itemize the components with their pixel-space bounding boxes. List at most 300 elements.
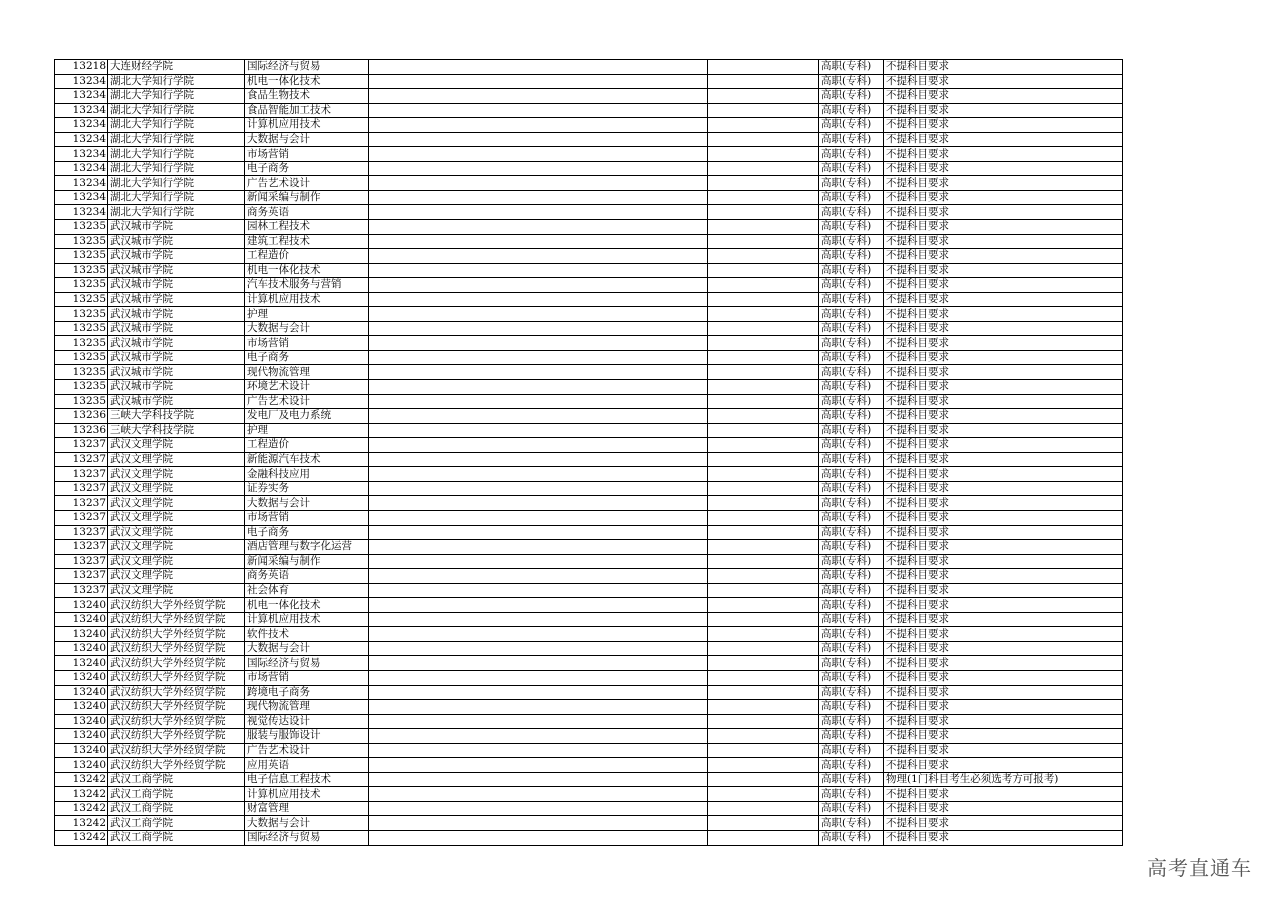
school-code-cell: 13242 — [55, 772, 108, 787]
subject-requirement-cell: 不提科目要求 — [884, 627, 1123, 642]
level-cell: 高职(专科) — [819, 292, 884, 307]
blank-cell — [708, 627, 819, 642]
blank-cell — [369, 307, 708, 322]
major-name-cell: 软件技术 — [245, 627, 369, 642]
major-name-cell: 护理 — [245, 423, 369, 438]
level-cell: 高职(专科) — [819, 190, 884, 205]
blank-cell — [369, 612, 708, 627]
table-row — [55, 627, 1123, 642]
blank-cell — [708, 190, 819, 205]
table-row — [55, 60, 1123, 75]
blank-cell — [369, 103, 708, 118]
level-cell: 高职(专科) — [819, 365, 884, 380]
blank-cell — [708, 350, 819, 365]
subject-requirement-cell: 不提科目要求 — [884, 89, 1123, 104]
school-code-cell: 13235 — [55, 234, 108, 249]
blank-cell — [369, 481, 708, 496]
level-cell: 高职(专科) — [819, 467, 884, 482]
table-row — [55, 147, 1123, 162]
blank-cell — [369, 656, 708, 671]
school-code-cell: 13234 — [55, 132, 108, 147]
school-name-cell: 武汉文理学院 — [108, 481, 245, 496]
school-code-cell: 13235 — [55, 365, 108, 380]
school-name-cell: 武汉工商学院 — [108, 787, 245, 802]
school-code-cell: 13235 — [55, 350, 108, 365]
blank-cell — [369, 816, 708, 831]
spreadsheet-page — [54, 59, 1122, 846]
subject-requirement-cell: 不提科目要求 — [884, 743, 1123, 758]
table-row — [55, 74, 1123, 89]
blank-cell — [708, 118, 819, 133]
blank-cell — [369, 830, 708, 845]
blank-cell — [369, 409, 708, 424]
school-name-cell: 武汉纺织大学外经贸学院 — [108, 641, 245, 656]
level-cell: 高职(专科) — [819, 452, 884, 467]
level-cell: 高职(专科) — [819, 118, 884, 133]
blank-cell — [369, 161, 708, 176]
major-name-cell: 大数据与会计 — [245, 321, 369, 336]
major-name-cell: 市场营销 — [245, 670, 369, 685]
blank-cell — [369, 641, 708, 656]
school-code-cell: 13237 — [55, 540, 108, 555]
level-cell: 高职(专科) — [819, 772, 884, 787]
major-name-cell: 市场营销 — [245, 510, 369, 525]
table-row — [55, 801, 1123, 816]
level-cell: 高职(专科) — [819, 656, 884, 671]
subject-requirement-cell: 不提科目要求 — [884, 74, 1123, 89]
school-name-cell: 武汉纺织大学外经贸学院 — [108, 729, 245, 744]
level-cell: 高职(专科) — [819, 321, 884, 336]
table-row — [55, 525, 1123, 540]
table-row — [55, 583, 1123, 598]
subject-requirement-cell: 不提科目要求 — [884, 510, 1123, 525]
major-name-cell: 护理 — [245, 307, 369, 322]
school-name-cell: 武汉工商学院 — [108, 816, 245, 831]
school-name-cell: 武汉纺织大学外经贸学院 — [108, 714, 245, 729]
blank-cell — [708, 641, 819, 656]
table-row — [55, 700, 1123, 715]
blank-cell — [708, 103, 819, 118]
major-name-cell: 食品生物技术 — [245, 89, 369, 104]
major-name-cell: 大数据与会计 — [245, 496, 369, 511]
level-cell: 高职(专科) — [819, 758, 884, 773]
level-cell: 高职(专科) — [819, 700, 884, 715]
major-name-cell: 国际经济与贸易 — [245, 656, 369, 671]
school-name-cell: 湖北大学知行学院 — [108, 161, 245, 176]
table-row — [55, 656, 1123, 671]
level-cell: 高职(专科) — [819, 132, 884, 147]
blank-cell — [369, 190, 708, 205]
school-name-cell: 湖北大学知行学院 — [108, 103, 245, 118]
school-name-cell: 武汉文理学院 — [108, 569, 245, 584]
blank-cell — [708, 176, 819, 191]
school-code-cell: 13234 — [55, 161, 108, 176]
blank-cell — [708, 481, 819, 496]
school-code-cell: 13240 — [55, 656, 108, 671]
school-code-cell: 13237 — [55, 554, 108, 569]
level-cell: 高职(专科) — [819, 205, 884, 220]
subject-requirement-cell: 不提科目要求 — [884, 685, 1123, 700]
table-row — [55, 292, 1123, 307]
major-name-cell: 广告艺术设计 — [245, 176, 369, 191]
blank-cell — [708, 423, 819, 438]
blank-cell — [369, 583, 708, 598]
blank-cell — [708, 132, 819, 147]
level-cell: 高职(专科) — [819, 263, 884, 278]
subject-requirement-cell: 不提科目要求 — [884, 612, 1123, 627]
level-cell: 高职(专科) — [819, 89, 884, 104]
school-name-cell: 武汉城市学院 — [108, 365, 245, 380]
major-name-cell: 国际经济与贸易 — [245, 830, 369, 845]
blank-cell — [369, 278, 708, 293]
major-name-cell: 社会体育 — [245, 583, 369, 598]
level-cell: 高职(专科) — [819, 496, 884, 511]
major-name-cell: 市场营销 — [245, 147, 369, 162]
subject-requirement-cell: 不提科目要求 — [884, 60, 1123, 75]
blank-cell — [708, 380, 819, 395]
table-row — [55, 758, 1123, 773]
school-name-cell: 三峡大学科技学院 — [108, 409, 245, 424]
level-cell: 高职(专科) — [819, 729, 884, 744]
blank-cell — [708, 700, 819, 715]
school-code-cell: 13218 — [55, 60, 108, 75]
school-code-cell: 13236 — [55, 423, 108, 438]
blank-cell — [369, 525, 708, 540]
school-name-cell: 武汉纺织大学外经贸学院 — [108, 700, 245, 715]
school-code-cell: 13237 — [55, 452, 108, 467]
subject-requirement-cell: 不提科目要求 — [884, 656, 1123, 671]
table-row — [55, 481, 1123, 496]
blank-cell — [708, 569, 819, 584]
blank-cell — [708, 278, 819, 293]
major-name-cell: 国际经济与贸易 — [245, 60, 369, 75]
school-code-cell: 13235 — [55, 292, 108, 307]
table-row — [55, 249, 1123, 264]
blank-cell — [708, 336, 819, 351]
school-name-cell: 大连财经学院 — [108, 60, 245, 75]
level-cell: 高职(专科) — [819, 423, 884, 438]
subject-requirement-cell: 不提科目要求 — [884, 583, 1123, 598]
subject-requirement-cell: 不提科目要求 — [884, 292, 1123, 307]
subject-requirement-cell: 不提科目要求 — [884, 670, 1123, 685]
subject-requirement-cell: 不提科目要求 — [884, 234, 1123, 249]
blank-cell — [369, 714, 708, 729]
level-cell: 高职(专科) — [819, 598, 884, 613]
school-name-cell: 武汉文理学院 — [108, 583, 245, 598]
table-row — [55, 89, 1123, 104]
blank-cell — [369, 758, 708, 773]
blank-cell — [708, 409, 819, 424]
subject-requirement-cell: 不提科目要求 — [884, 321, 1123, 336]
school-name-cell: 武汉纺织大学外经贸学院 — [108, 627, 245, 642]
blank-cell — [369, 510, 708, 525]
table-row — [55, 670, 1123, 685]
school-name-cell: 武汉文理学院 — [108, 525, 245, 540]
school-name-cell: 武汉文理学院 — [108, 554, 245, 569]
subject-requirement-cell: 不提科目要求 — [884, 103, 1123, 118]
table-row — [55, 234, 1123, 249]
major-name-cell: 市场营销 — [245, 336, 369, 351]
school-code-cell: 13234 — [55, 118, 108, 133]
school-name-cell: 武汉文理学院 — [108, 496, 245, 511]
subject-requirement-cell: 不提科目要求 — [884, 758, 1123, 773]
blank-cell — [369, 787, 708, 802]
level-cell: 高职(专科) — [819, 670, 884, 685]
table-row — [55, 510, 1123, 525]
subject-requirement-cell: 不提科目要求 — [884, 438, 1123, 453]
school-code-cell: 13242 — [55, 801, 108, 816]
school-name-cell: 武汉纺织大学外经贸学院 — [108, 670, 245, 685]
blank-cell — [708, 263, 819, 278]
major-name-cell: 电子商务 — [245, 350, 369, 365]
level-cell: 高职(专科) — [819, 336, 884, 351]
school-code-cell: 13240 — [55, 729, 108, 744]
table-row — [55, 598, 1123, 613]
subject-requirement-cell: 不提科目要求 — [884, 729, 1123, 744]
school-code-cell: 13240 — [55, 758, 108, 773]
blank-cell — [369, 365, 708, 380]
school-name-cell: 武汉纺织大学外经贸学院 — [108, 598, 245, 613]
table-row — [55, 190, 1123, 205]
blank-cell — [708, 220, 819, 235]
blank-cell — [369, 423, 708, 438]
major-name-cell: 广告艺术设计 — [245, 394, 369, 409]
blank-cell — [369, 627, 708, 642]
blank-cell — [708, 670, 819, 685]
blank-cell — [369, 321, 708, 336]
school-name-cell: 武汉纺织大学外经贸学院 — [108, 685, 245, 700]
major-name-cell: 园林工程技术 — [245, 220, 369, 235]
blank-cell — [369, 234, 708, 249]
school-name-cell: 武汉城市学院 — [108, 380, 245, 395]
school-name-cell: 湖北大学知行学院 — [108, 89, 245, 104]
school-code-cell: 13237 — [55, 481, 108, 496]
major-name-cell: 机电一体化技术 — [245, 263, 369, 278]
subject-requirement-cell: 不提科目要求 — [884, 830, 1123, 845]
school-code-cell: 13240 — [55, 670, 108, 685]
subject-requirement-cell: 不提科目要求 — [884, 481, 1123, 496]
table-row — [55, 641, 1123, 656]
blank-cell — [708, 583, 819, 598]
level-cell: 高职(专科) — [819, 103, 884, 118]
school-code-cell: 13240 — [55, 641, 108, 656]
blank-cell — [369, 249, 708, 264]
table-row — [55, 161, 1123, 176]
table-row — [55, 830, 1123, 845]
subject-requirement-cell: 不提科目要求 — [884, 147, 1123, 162]
major-name-cell: 现代物流管理 — [245, 700, 369, 715]
school-code-cell: 13234 — [55, 205, 108, 220]
school-name-cell: 湖北大学知行学院 — [108, 74, 245, 89]
school-code-cell: 13240 — [55, 714, 108, 729]
blank-cell — [369, 132, 708, 147]
school-code-cell: 13234 — [55, 147, 108, 162]
subject-requirement-cell: 不提科目要求 — [884, 190, 1123, 205]
table-row — [55, 787, 1123, 802]
subject-requirement-cell: 不提科目要求 — [884, 700, 1123, 715]
blank-cell — [708, 830, 819, 845]
blank-cell — [708, 801, 819, 816]
level-cell: 高职(专科) — [819, 409, 884, 424]
school-code-cell: 13235 — [55, 220, 108, 235]
school-name-cell: 湖北大学知行学院 — [108, 132, 245, 147]
school-code-cell: 13240 — [55, 612, 108, 627]
school-name-cell: 武汉城市学院 — [108, 307, 245, 322]
school-name-cell: 武汉工商学院 — [108, 772, 245, 787]
level-cell: 高职(专科) — [819, 380, 884, 395]
blank-cell — [708, 758, 819, 773]
blank-cell — [708, 467, 819, 482]
table-row — [55, 467, 1123, 482]
blank-cell — [708, 205, 819, 220]
blank-cell — [708, 89, 819, 104]
blank-cell — [369, 60, 708, 75]
school-name-cell: 武汉文理学院 — [108, 540, 245, 555]
school-name-cell: 湖北大学知行学院 — [108, 205, 245, 220]
major-name-cell: 计算机应用技术 — [245, 118, 369, 133]
school-code-cell: 13235 — [55, 380, 108, 395]
level-cell: 高职(专科) — [819, 278, 884, 293]
major-name-cell: 工程造价 — [245, 249, 369, 264]
blank-cell — [708, 598, 819, 613]
blank-cell — [369, 263, 708, 278]
school-name-cell: 湖北大学知行学院 — [108, 147, 245, 162]
blank-cell — [708, 249, 819, 264]
school-name-cell: 武汉城市学院 — [108, 336, 245, 351]
level-cell: 高职(专科) — [819, 583, 884, 598]
level-cell: 高职(专科) — [819, 307, 884, 322]
major-name-cell: 计算机应用技术 — [245, 292, 369, 307]
school-code-cell: 13235 — [55, 249, 108, 264]
school-name-cell: 湖北大学知行学院 — [108, 190, 245, 205]
major-name-cell: 计算机应用技术 — [245, 787, 369, 802]
subject-requirement-cell: 不提科目要求 — [884, 452, 1123, 467]
subject-requirement-cell: 不提科目要求 — [884, 278, 1123, 293]
subject-requirement-cell: 不提科目要求 — [884, 263, 1123, 278]
table-row — [55, 409, 1123, 424]
table-row — [55, 496, 1123, 511]
table-row — [55, 816, 1123, 831]
subject-requirement-cell: 不提科目要求 — [884, 598, 1123, 613]
table-row — [55, 554, 1123, 569]
table-row — [55, 772, 1123, 787]
school-code-cell: 13237 — [55, 569, 108, 584]
subject-requirement-cell: 不提科目要求 — [884, 816, 1123, 831]
level-cell: 高职(专科) — [819, 801, 884, 816]
subject-requirement-cell: 不提科目要求 — [884, 423, 1123, 438]
subject-requirement-cell: 不提科目要求 — [884, 525, 1123, 540]
school-name-cell: 武汉工商学院 — [108, 830, 245, 845]
major-name-cell: 电子信息工程技术 — [245, 772, 369, 787]
table-row — [55, 263, 1123, 278]
level-cell: 高职(专科) — [819, 234, 884, 249]
table-row — [55, 132, 1123, 147]
subject-requirement-cell: 不提科目要求 — [884, 205, 1123, 220]
school-name-cell: 武汉城市学院 — [108, 321, 245, 336]
major-name-cell: 财富管理 — [245, 801, 369, 816]
level-cell: 高职(专科) — [819, 627, 884, 642]
blank-cell — [708, 656, 819, 671]
school-code-cell: 13235 — [55, 307, 108, 322]
major-name-cell: 建筑工程技术 — [245, 234, 369, 249]
school-code-cell: 13234 — [55, 74, 108, 89]
major-name-cell: 证券实务 — [245, 481, 369, 496]
blank-cell — [369, 569, 708, 584]
major-name-cell: 机电一体化技术 — [245, 598, 369, 613]
major-name-cell: 汽车技术服务与营销 — [245, 278, 369, 293]
major-name-cell: 新能源汽车技术 — [245, 452, 369, 467]
school-name-cell: 武汉城市学院 — [108, 234, 245, 249]
table-row — [55, 307, 1123, 322]
school-code-cell: 13240 — [55, 700, 108, 715]
level-cell: 高职(专科) — [819, 176, 884, 191]
table-row — [55, 438, 1123, 453]
blank-cell — [708, 816, 819, 831]
subject-requirement-cell: 不提科目要求 — [884, 350, 1123, 365]
major-name-cell: 新闻采编与制作 — [245, 190, 369, 205]
table-row — [55, 321, 1123, 336]
major-name-cell: 跨境电子商务 — [245, 685, 369, 700]
major-name-cell: 广告艺术设计 — [245, 743, 369, 758]
blank-cell — [369, 467, 708, 482]
school-name-cell: 武汉文理学院 — [108, 510, 245, 525]
blank-cell — [708, 321, 819, 336]
table-row — [55, 365, 1123, 380]
table-row — [55, 714, 1123, 729]
major-name-cell: 新闻采编与制作 — [245, 554, 369, 569]
school-code-cell: 13234 — [55, 103, 108, 118]
blank-cell — [708, 787, 819, 802]
school-code-cell: 13237 — [55, 496, 108, 511]
subject-requirement-cell: 不提科目要求 — [884, 641, 1123, 656]
table-row — [55, 205, 1123, 220]
major-name-cell: 商务英语 — [245, 569, 369, 584]
school-name-cell: 武汉文理学院 — [108, 467, 245, 482]
blank-cell — [369, 118, 708, 133]
level-cell: 高职(专科) — [819, 510, 884, 525]
blank-cell — [708, 147, 819, 162]
subject-requirement-cell: 不提科目要求 — [884, 787, 1123, 802]
school-name-cell: 武汉城市学院 — [108, 350, 245, 365]
school-code-cell: 13240 — [55, 685, 108, 700]
blank-cell — [369, 438, 708, 453]
school-name-cell: 武汉工商学院 — [108, 801, 245, 816]
blank-cell — [708, 729, 819, 744]
major-name-cell: 食品智能加工技术 — [245, 103, 369, 118]
major-name-cell: 发电厂及电力系统 — [245, 409, 369, 424]
blank-cell — [708, 612, 819, 627]
subject-requirement-cell: 不提科目要求 — [884, 380, 1123, 395]
major-name-cell: 大数据与会计 — [245, 641, 369, 656]
major-name-cell: 现代物流管理 — [245, 365, 369, 380]
school-code-cell: 13234 — [55, 89, 108, 104]
level-cell: 高职(专科) — [819, 641, 884, 656]
subject-requirement-cell: 不提科目要求 — [884, 409, 1123, 424]
blank-cell — [708, 74, 819, 89]
level-cell: 高职(专科) — [819, 743, 884, 758]
level-cell: 高职(专科) — [819, 350, 884, 365]
school-name-cell: 武汉城市学院 — [108, 263, 245, 278]
table-row — [55, 394, 1123, 409]
subject-requirement-cell: 物理(1门科目考生必须选考方可报考) — [884, 772, 1123, 787]
level-cell: 高职(专科) — [819, 481, 884, 496]
level-cell: 高职(专科) — [819, 540, 884, 555]
blank-cell — [708, 438, 819, 453]
subject-requirement-cell: 不提科目要求 — [884, 467, 1123, 482]
major-name-cell: 电子商务 — [245, 161, 369, 176]
blank-cell — [369, 772, 708, 787]
major-name-cell: 计算机应用技术 — [245, 612, 369, 627]
